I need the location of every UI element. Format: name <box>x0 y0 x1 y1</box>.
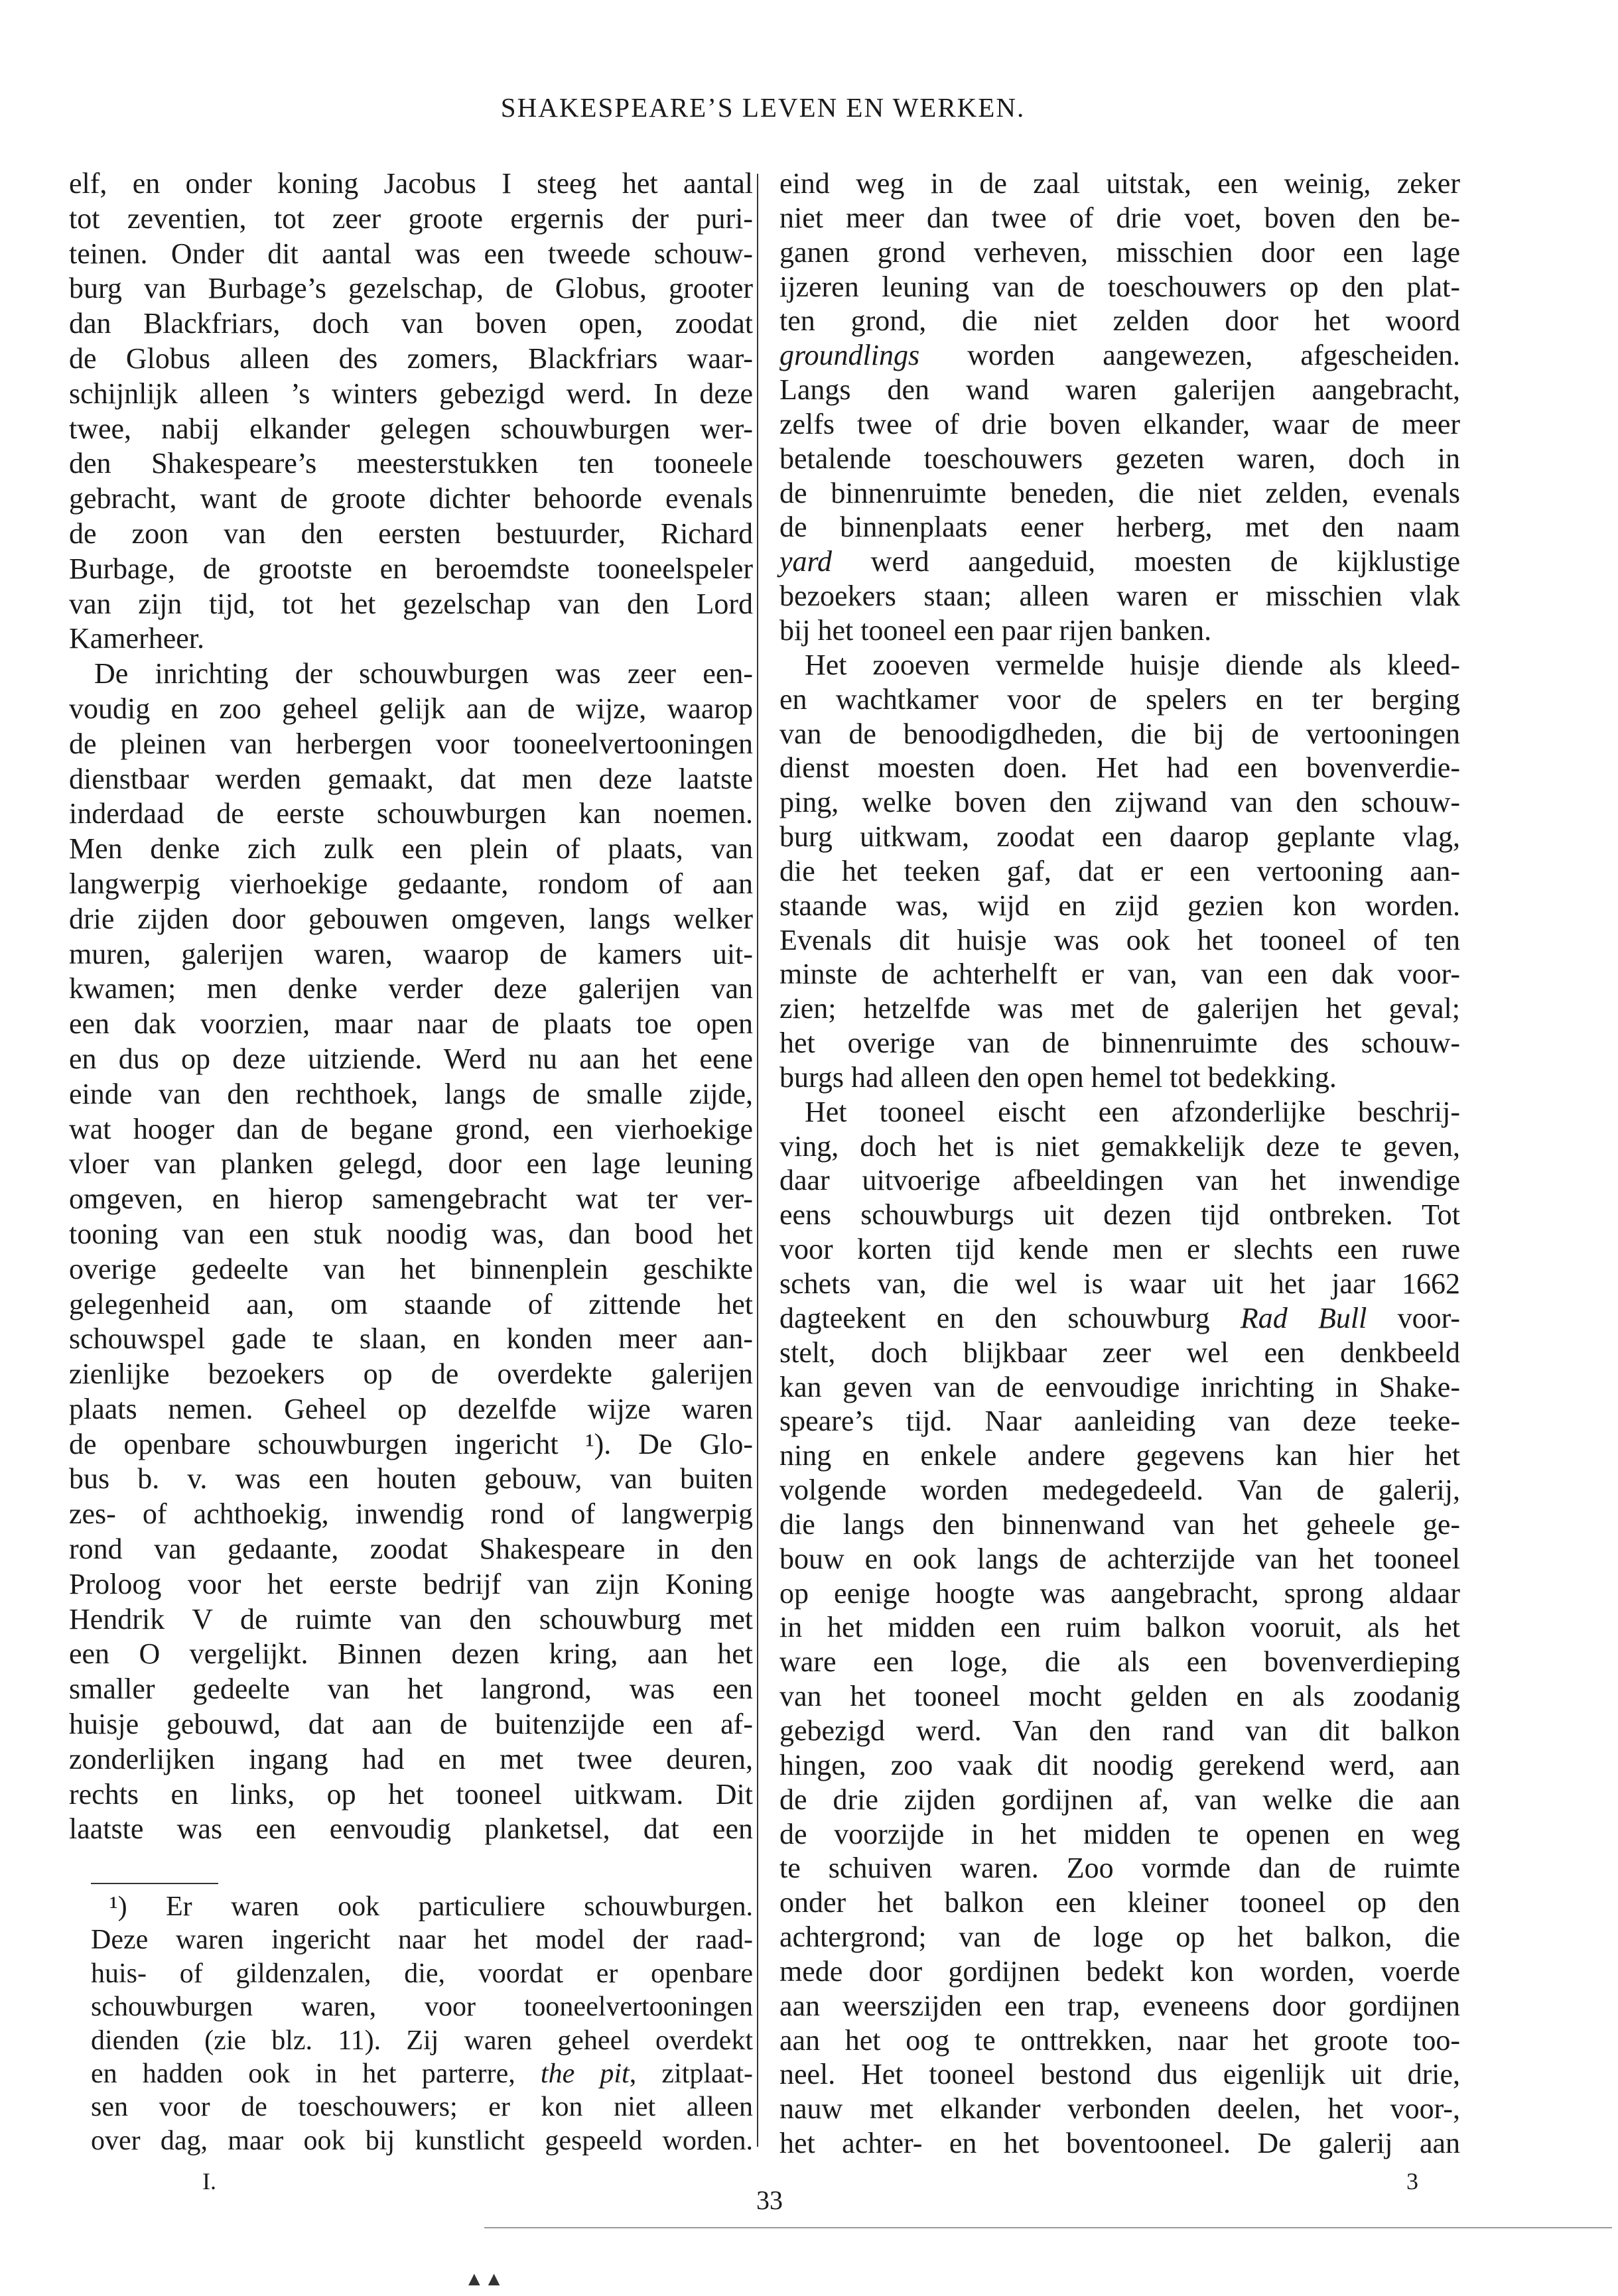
text-line: eind weg in de zaal uitstak, een weinig, zeker <box>779 167 1460 200</box>
text-line: zienlijke bezoekers op de overdekte galerijen <box>69 1358 753 1391</box>
text-line: aan het oog te onttrekken, naar het groote too- <box>779 2023 1460 2057</box>
text-line: van de benoodigdheden, die bij de vertooningen <box>779 717 1460 750</box>
text-line: volgende worden medegedeeld. Van de galerij, <box>779 1474 1460 1507</box>
italic-term: groundlings <box>779 339 920 372</box>
left-column <box>69 166 753 1847</box>
text-line: den Shakespeare’s meesterstukken ten tooneele <box>69 447 753 480</box>
text-line: hingen, zoo vaak dit noodig gerekend werd, aan <box>779 1748 1460 1781</box>
page-number: 33 <box>756 2185 783 2215</box>
text-line: tot zeventien, tot zeer groote ergernis der puri- <box>69 202 753 235</box>
text-line: burg uitkwam, zoodat een daarop geplante vlag, <box>779 820 1460 854</box>
text-segment: en hadden ook in het parterre, <box>91 2058 541 2089</box>
text-line: van zijn tijd, tot het gezelschap van den Lord <box>69 587 753 620</box>
text-line: neel. Het tooneel bestond dus eigenlijk uit drie, <box>779 2058 1460 2091</box>
text-line: bezoekers staan; alleen waren er misschien vlak <box>779 580 1460 613</box>
text-line: gelegenheid aan, om staande of zittende het <box>69 1287 753 1320</box>
text-line: staande was, wijd en zijd gezien kon worden. <box>779 889 1460 922</box>
italic-term: yard <box>779 545 833 578</box>
text-line: speare’s tijd. Naar aanleiding van deze teeke- <box>779 1405 1460 1438</box>
ornament-mark: ▲▲ <box>464 2268 504 2290</box>
text-line: over dag, maar ook bij kunstlicht gespeeld worden. <box>91 2125 753 2156</box>
text-line: kan geven van de eenvoudige inrichting in Shake- <box>779 1370 1460 1403</box>
text-line: drie zijden door gebouwen omgeven, langs welker <box>69 902 753 935</box>
text-line: de pleinen van herbergen voor tooneelvertooningen <box>69 727 753 760</box>
text-line: burg van Burbage’s gezelschap, de Globus, grooter <box>69 272 753 305</box>
text-line: zelfs twee of drie boven elkander, waar de meer <box>779 407 1460 440</box>
text-line: niet meer dan twee of drie voet, boven den be- <box>779 201 1460 234</box>
text-line: schouwspel gade te slaan, en konden meer aan- <box>69 1322 753 1356</box>
text-line: de zoon van den eersten bestuurder, Richard <box>69 517 753 550</box>
text-segment: werd aangeduid, moesten de kijklustige <box>832 545 1460 578</box>
text-line: in het midden een ruim balkon vooruit, als het <box>779 1611 1460 1644</box>
text-line: op eenige hoogte was aangebracht, sprong aldaar <box>779 1576 1460 1610</box>
text-line: de Globus alleen des zomers, Blackfriars waar- <box>69 342 753 375</box>
text-line: ping, welke boven den zijwand van den schouw- <box>779 786 1460 819</box>
text-line: De inrichting der schouwburgen was zeer een- <box>94 657 753 690</box>
text-line: Deze waren ingericht naar het model der raad- <box>91 1925 753 1956</box>
text-line: Men denke zich zulk een plein of plaats, van <box>69 832 753 865</box>
text-line: vloer van planken gelegd, door een lage leuning <box>69 1147 753 1180</box>
text-line: betalende toeschouwers gezeten waren, doch in <box>779 442 1460 475</box>
text-line: kwamen; men denke verder deze galerijen van <box>69 972 753 1005</box>
text-line: sen voor de toeschouwers; er kon niet alleen <box>91 2092 753 2123</box>
text-line: aan weerszijden een trap, eveneens door gordijnen <box>779 1989 1460 2022</box>
text-line: bij het tooneel een paar rijen banken. <box>779 613 1212 647</box>
text-line: muren, galerijen waren, waarop de kamers uit- <box>69 937 753 970</box>
right-column <box>779 166 1460 2161</box>
text-line: Het tooneel eischt een afzonderlijke beschrij- <box>805 1095 1460 1128</box>
text-line: Het zooeven vermelde huisje diende als kleed- <box>805 648 1460 681</box>
text-line: minste de achterhelft er van, van een dak voor- <box>779 958 1460 991</box>
footnote <box>91 1890 753 2157</box>
text-line: daar uitvoerige afbeeldingen van het inwendige <box>779 1164 1460 1197</box>
text-line: mede door gordijnen bedekt kon worden, voerde <box>779 1954 1460 1988</box>
text-segment: dagteekent en den schouwburg <box>779 1301 1241 1334</box>
text-line: schouwburgen waren, voor tooneelvertooningen <box>91 1992 753 2023</box>
text-line: rechts en links, op het tooneel uitkwam. Dit <box>69 1777 753 1811</box>
text-line: de binnenruimte beneden, die niet zelden, evenals <box>779 476 1460 509</box>
text-line: Burbage, de grootste en beroemdste tooneelspeler <box>69 552 753 585</box>
text-line: dienst moesten doen. Het had een bovenverdie- <box>779 751 1460 785</box>
text-line: plaats nemen. Geheel op dezelfde wijze waren <box>69 1392 753 1425</box>
text-line: smaller gedeelte van het langrond, was een <box>69 1673 753 1706</box>
text-line: te schuiven waren. Zoo vormde dan de ruimte <box>779 1852 1460 1885</box>
text-line: gebezigd werd. Van den rand van dit balkon <box>779 1714 1460 1747</box>
text-line: overige gedeelte van het binnenplein geschikte <box>69 1252 753 1285</box>
signature-left: I. <box>202 2168 216 2195</box>
text-line: langwerpig vierhoekige gedaante, rondom of aan <box>69 867 753 900</box>
text-line: voudig en zoo geheel gelijk aan de wijze, waarop <box>69 692 753 725</box>
text-line: Kamerheer. <box>69 622 204 655</box>
text-line: elf, en onder koning Jacobus I steeg het aantal <box>69 167 753 200</box>
text-line: stelt, doch blijkbaar zeer wel een denkbeeld <box>779 1336 1460 1369</box>
text-line <box>91 2057 753 2090</box>
text-line: burgs had alleen den open hemel tot bedekking. <box>779 1060 1337 1094</box>
text-line: Evenals dit huisje was ook het tooneel of ten <box>779 923 1460 956</box>
text-line: de voorzijde in het midden te openen en weg <box>779 1817 1460 1850</box>
text-line <box>779 1301 1460 1336</box>
text-line: en dus op deze uitziende. Werd nu aan het eene <box>69 1042 753 1075</box>
text-line: bouw en ook langs de achterzijde van het tooneel <box>779 1542 1460 1575</box>
text-line: gebracht, want de groote dichter behoorde evenals <box>69 482 753 515</box>
text-line: omgeven, en hierop samengebracht wat ter ver- <box>69 1182 753 1216</box>
text-line: de binnenplaats eener herberg, met den naam <box>779 511 1460 544</box>
text-line: ganen grond verheven, misschien door een lage <box>779 235 1460 269</box>
signature-right: 3 <box>1406 2168 1418 2195</box>
text-line: nauw met elkander verbonden deelen, het voor-, <box>779 2092 1460 2126</box>
text-line: Langs den wand waren galerijen aangebracht, <box>779 373 1460 407</box>
text-line: huisje gebouwd, dat aan de buitenzijde een af- <box>69 1708 753 1741</box>
text-line: zonderlijken ingang had en met twee deuren, <box>69 1742 753 1775</box>
text-line: ¹) Er waren ook particuliere schouwburgen. <box>109 1891 753 1922</box>
text-line: eens schouwburgs uit dezen tijd ontbreken. Tot <box>779 1198 1460 1232</box>
text-line: teinen. Onder dit aantal was een tweede schouw- <box>69 237 753 270</box>
text-segment: worden aangewezen, afgescheiden. <box>919 339 1460 372</box>
text-line: ving, doch het is niet gemakkelijk deze te geven, <box>779 1129 1460 1163</box>
text-line: achtergrond; van de loge op het balkon, die <box>779 1921 1460 1954</box>
column-divider <box>757 174 758 2147</box>
text-line: bus b. v. was een houten gebouw, van buiten <box>69 1462 753 1496</box>
text-line: onder het balkon een kleiner tooneel op den <box>779 1886 1460 1919</box>
text-line: een O vergelijkt. Binnen dezen kring, aan het <box>69 1637 753 1671</box>
text-line: schijnlijk alleen ’s winters gebezigd werd. In deze <box>69 377 753 410</box>
text-line: dienden (zie blz. 11). Zij waren geheel overdekt <box>91 2025 753 2056</box>
bottom-rule <box>484 2227 1612 2228</box>
text-line: de openbare schouwburgen ingericht ¹). De Glo- <box>69 1427 753 1460</box>
text-line: schets van, die wel is waar uit het jaar 1662 <box>779 1267 1460 1300</box>
text-line: inderdaad de eerste schouwburgen kan noemen. <box>69 797 753 830</box>
running-title: SHAKESPEARE’S LEVEN EN WERKEN. <box>500 92 1026 123</box>
text-line <box>779 338 1460 373</box>
text-line: twee, nabij elkander gelegen schouwburgen wer- <box>69 412 753 445</box>
text-line: ijzeren leuning van de toeschouwers op den plat- <box>779 270 1460 303</box>
text-segment: voor- <box>1367 1301 1460 1334</box>
text-line: ten grond, die niet zelden door het woord <box>779 304 1460 338</box>
text-line: huis- of gildenzalen, die, voordat er openbare <box>91 1958 753 1989</box>
text-line: zes- of achthoekig, inwendig rond of langwerpig <box>69 1498 753 1531</box>
text-line: een dak voorzien, maar naar de plaats toe open <box>69 1007 753 1041</box>
text-line: tooning van een stuk noodig was, dan bood het <box>69 1217 753 1250</box>
text-line: Hendrik V de ruimte van den schouwburg met <box>69 1602 753 1635</box>
italic-term: the pit <box>540 2058 630 2089</box>
text-line: Proloog voor het eerste bedrijf van zijn Koning <box>69 1567 753 1600</box>
text-line: zien; hetzelfde was met de galerijen het geval; <box>779 992 1460 1025</box>
text-line: en wachtkamer voor de spelers en ter berging <box>779 682 1460 716</box>
text-line: einde van den rechthoek, langs de smalle zijde, <box>69 1077 753 1110</box>
text-line <box>779 544 1460 579</box>
text-line: de drie zijden gordijnen af, van welke die aan <box>779 1783 1460 1816</box>
text-line: wat hooger dan de begane grond, een vierhoekige <box>69 1112 753 1145</box>
text-line: laatste was een eenvoudig planketsel, dat een <box>69 1813 753 1846</box>
text-line: dan Blackfriars, doch van boven open, zoodat <box>69 307 753 340</box>
text-line: het overige van de binnenruimte des schouw- <box>779 1027 1460 1060</box>
text-line: die het teeken gaf, dat er een vertooning aan- <box>779 854 1460 887</box>
text-line: ware een loge, die als een bovenverdieping <box>779 1645 1460 1679</box>
text-segment: , zitplaat- <box>629 2058 753 2089</box>
footnote-rule <box>91 1883 218 1884</box>
text-line: van het tooneel mocht gelden en als zoodanig <box>779 1680 1460 1713</box>
text-line: die langs den binnenwand van het geheele ge- <box>779 1507 1460 1541</box>
text-line: voor korten tijd kende men er slechts een ruwe <box>779 1233 1460 1266</box>
text-line: het achter- en het boventooneel. De galerij aan <box>779 2127 1460 2160</box>
italic-term: Rad Bull <box>1240 1301 1367 1334</box>
text-line: ning en enkele andere gegevens kan hier het <box>779 1439 1460 1472</box>
text-line: rond van gedaante, zoodat Shakespeare in den <box>69 1533 753 1566</box>
text-line: dienstbaar werden gemaakt, dat men deze laatste <box>69 762 753 795</box>
